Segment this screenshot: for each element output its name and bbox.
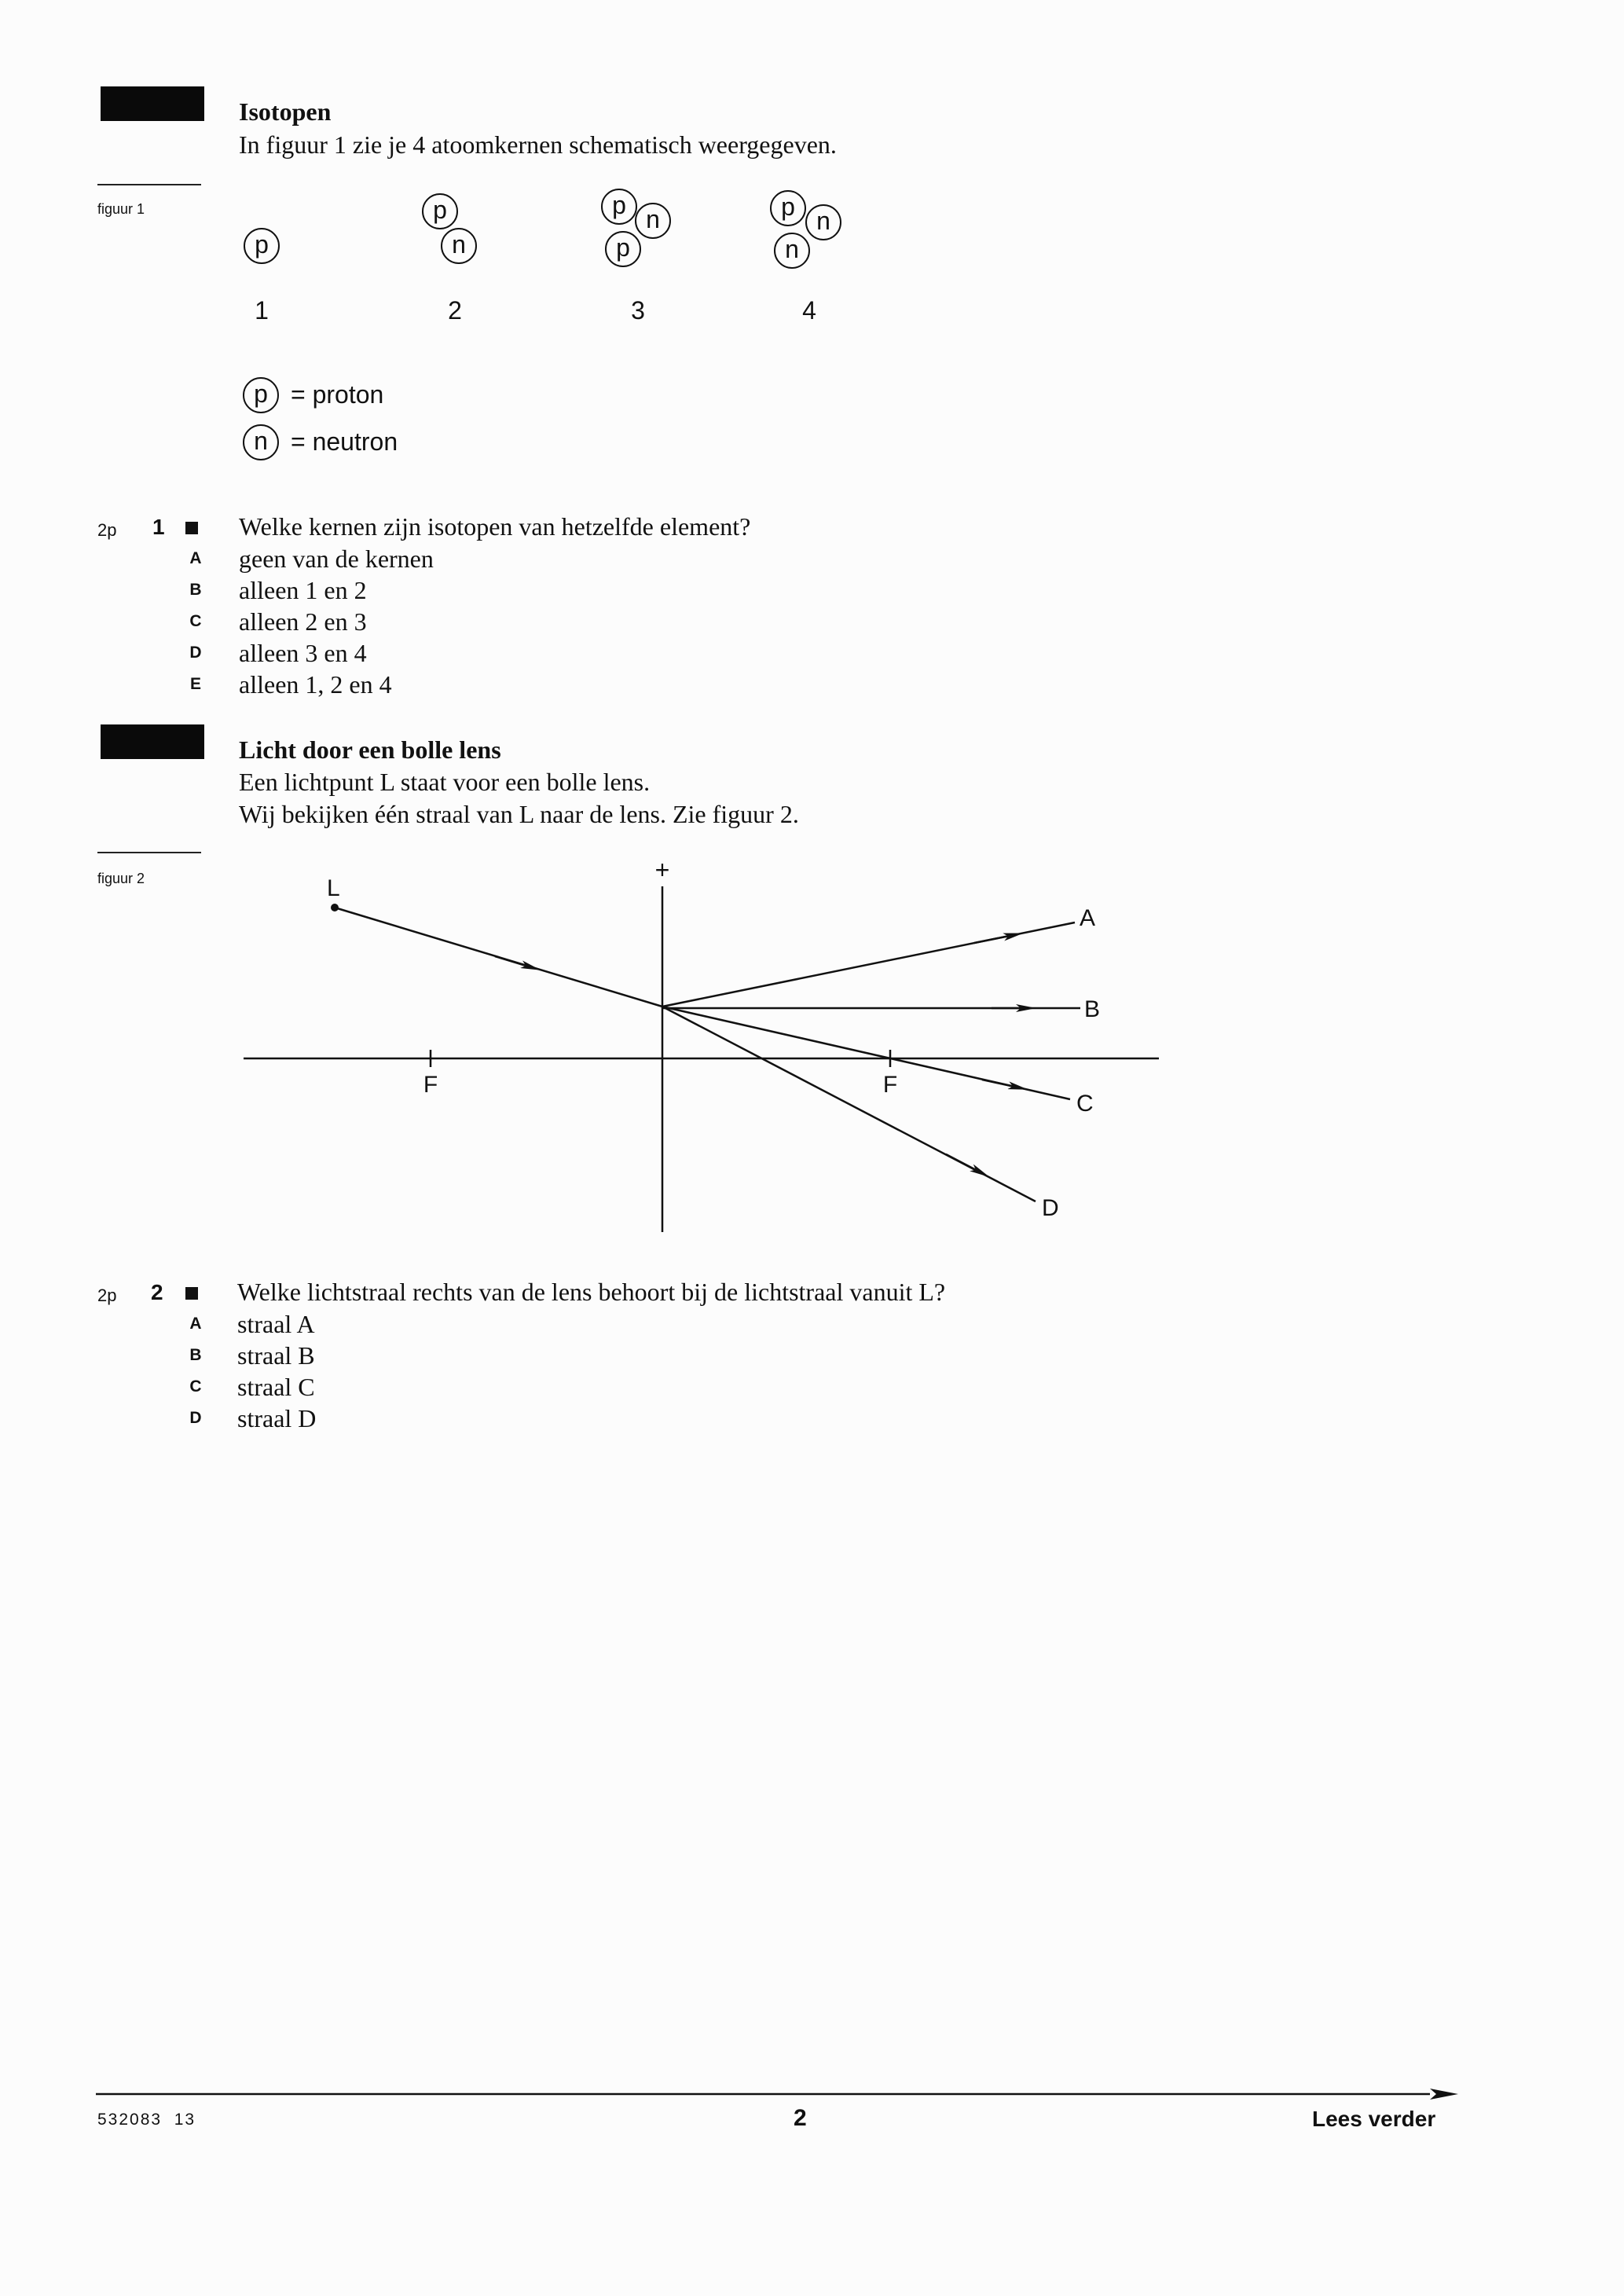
legend-neutron-circle: n [243,424,279,460]
neutron-circle: n [441,228,477,264]
nucleus-label-3: 3 [631,296,645,325]
question-2-option-letter: B [189,1346,202,1364]
nucleus-label-4: 4 [802,296,816,325]
question-1-text: Welke kernen zijn isotopen van hetzelfde element? [239,512,751,541]
section-line-1: Een lichtpunt L staat voor een bolle lens. [239,768,651,796]
question-2-option-text: straal C [237,1373,315,1401]
question-2-option-text: straal A [237,1310,315,1338]
question-1-option-text: alleen 1 en 2 [239,576,367,604]
ray-b-label: B [1084,996,1101,1022]
legend-proton-circle: p [243,377,279,413]
figure-label-1: figuur 1 [97,201,145,217]
legend-proton-text: = proton [291,380,384,409]
nucleus-label-2: 2 [448,296,462,325]
nucleus-label-1: 1 [255,296,269,325]
proton-circle: p [244,228,280,264]
footer-code: 532083 13 [97,2111,196,2129]
question-2-option-letter: A [189,1315,202,1333]
question-2-points: 2p [97,1286,117,1305]
ray-c-arrow [982,1080,1018,1087]
footer-arrow-line [94,2082,1461,2106]
section-title-lens: Licht door een bolle lens [239,735,501,764]
question-2-option-text: straal D [237,1404,317,1432]
question-1-option-letter: C [189,612,202,630]
question-1-option-text: geen van de kernen [239,545,434,573]
proton-circle: p [601,189,637,225]
proton-circle: p [605,231,641,267]
neutron-circle: n [805,204,841,240]
question-1-option-text: alleen 2 en 3 [239,607,367,636]
incoming-ray-arrow [495,956,531,967]
ray-a-arrow [974,935,1014,943]
question-1-option-text: alleen 3 en 4 [239,639,367,667]
footer-next: Lees verder [1312,2107,1436,2131]
section-intro-isotopen: In figuur 1 zie je 4 atoomkernen schematisch weergegeven. [239,130,837,159]
point-l-label: L [327,875,340,901]
question-2-option-letter: C [189,1377,202,1396]
question-2-option-letter: D [189,1409,202,1427]
question-1-option-letter: A [189,549,202,567]
neutron-circle: n [635,203,671,239]
question-2-text: Welke lichtstraal rechts van de lens behoort bij de lichtstraal vanuit L? [237,1278,946,1306]
question-1-option-letter: E [189,675,201,693]
question-1-points: 2p [97,520,117,540]
ray-d-arrow [946,1154,981,1172]
focus-left-label: F [423,1072,438,1098]
ray-d-label: D [1042,1195,1059,1221]
figure-label-2: figuur 2 [97,871,145,886]
section-line-2: Wij bekijken één straal van L naar de lens. Zie figuur 2. [239,800,799,828]
ray-a-label: A [1080,905,1096,931]
question-1-number: 1 [152,515,165,539]
question-2-marker [185,1287,198,1300]
proton-circle: p [422,193,458,229]
question-2-number: 2 [151,1280,163,1304]
question-2-option-text: straal B [237,1341,315,1370]
section-title-isotopen: Isotopen [239,97,332,126]
question-1-option-letter: B [189,581,202,599]
neutron-circle: n [774,233,810,269]
footer-page-number: 2 [794,2105,807,2131]
focus-right-label: F [882,1072,898,1098]
ray-c-label: C [1076,1091,1094,1117]
question-1-option-text: alleen 1, 2 en 4 [239,670,392,699]
lens-sign: + [654,856,670,884]
question-1-option-letter: D [189,644,202,662]
proton-circle: p [770,190,806,226]
legend-neutron-text: = neutron [291,427,398,456]
